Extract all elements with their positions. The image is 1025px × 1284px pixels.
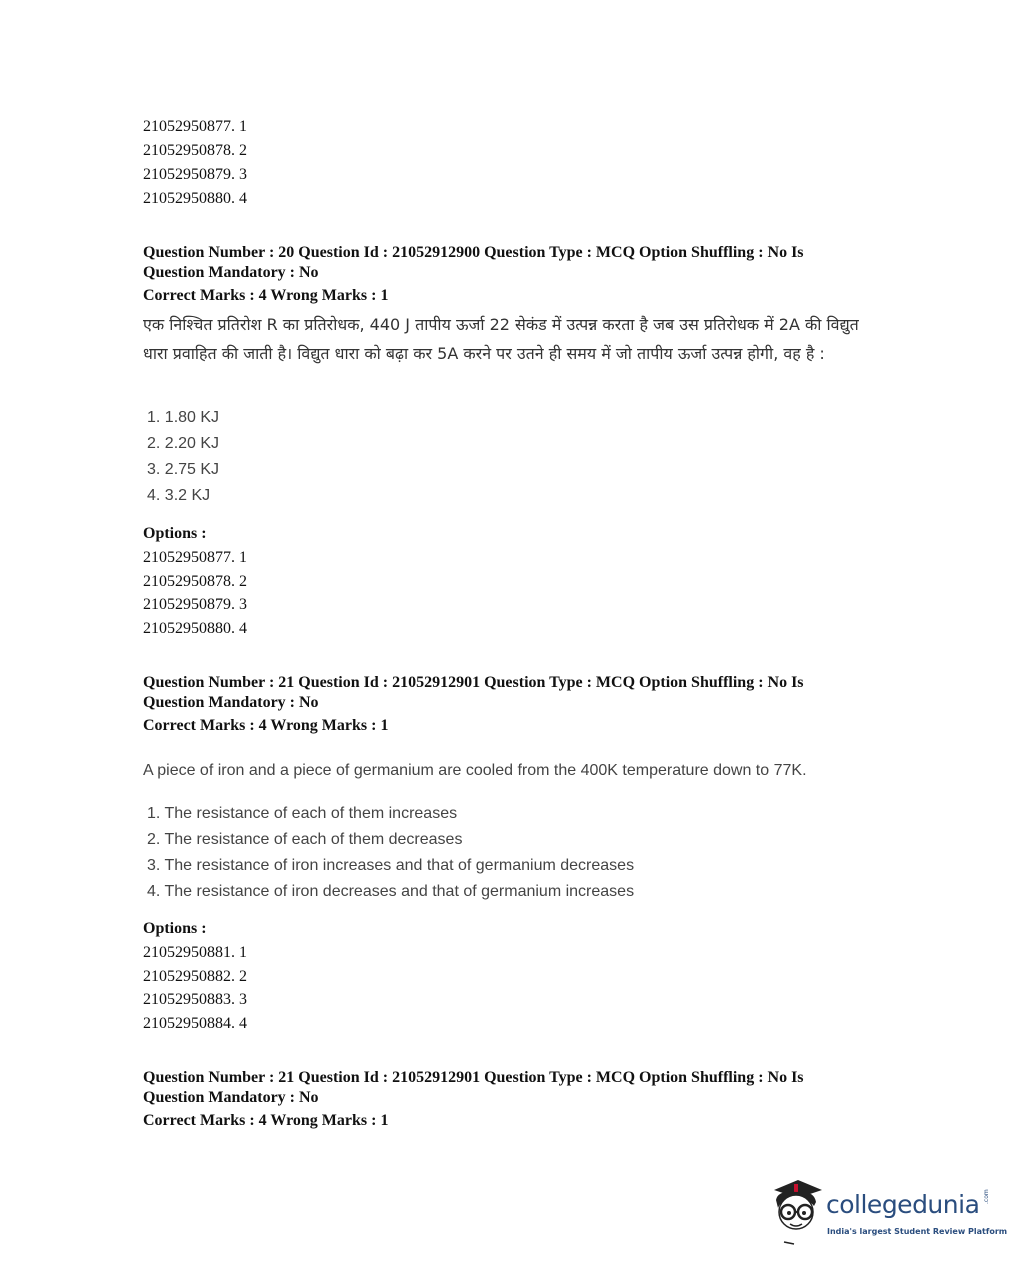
question-header: Question Number : 21 Question Id : 21052912901 Question Type : MCQ Option Shuffling : No Is [143, 674, 804, 691]
question-header-mandatory: Question Mandatory : No [143, 264, 319, 281]
question-header-mandatory: Question Mandatory : No [143, 694, 319, 711]
options-label: Options : [143, 920, 207, 937]
option-item: 21052950877. 1 [143, 549, 247, 566]
question-text: एक निश्चित प्रतिरोश R का प्रतिरोधक, 440 J तापीय ऊर्जा 22 सेकंड में उत्पन्न करता है जब उस प्रतिरोधक में 2A की विद्युत धारा प्रवाहित की जाती है। विद्युत धारा को बढ़ा कर 5A करने पर उतने ही समय में जो तापीय ऊर्जा उत्पन्न होगी, वह है : [143, 315, 859, 363]
question-header: Question Number : 21 Question Id : 21052912901 Question Type : MCQ Option Shuffling : No Is [143, 1069, 804, 1086]
option-item: 21052950883. 3 [143, 991, 247, 1008]
question-marks: Correct Marks : 4 Wrong Marks : 1 [143, 287, 389, 304]
answer-choice: 2. 2.20 KJ [147, 435, 220, 452]
mascot-icon [768, 1178, 824, 1246]
answer-choice: 1. The resistance of each of them increases [147, 805, 458, 822]
question-marks: Correct Marks : 4 Wrong Marks : 1 [143, 1112, 389, 1129]
option-item: 21052950880. 4 [143, 620, 247, 637]
question-text: A piece of iron and a piece of germanium are cooled from the 400K temperature down to 77K. [143, 762, 807, 779]
logo-tagline: India's largest Student Review Platform [827, 1227, 1008, 1236]
option-item: 21052950880. 4 [143, 190, 247, 207]
option-item: 21052950879. 3 [143, 166, 247, 183]
question-header: Question Number : 20 Question Id : 21052912900 Question Type : MCQ Option Shuffling : No Is [143, 244, 804, 261]
question-header-mandatory: Question Mandatory : No [143, 1089, 319, 1106]
option-item: 21052950879. 3 [143, 596, 247, 613]
answer-choice: 1. 1.80 KJ [147, 409, 220, 426]
option-item: 21052950881. 1 [143, 944, 247, 961]
answer-choice: 4. The resistance of iron decreases and that of germanium increases [147, 883, 635, 900]
answer-choice: 3. 2.75 KJ [147, 461, 220, 478]
logo-wordmark: collegedunia [826, 1190, 980, 1219]
option-item: 21052950878. 2 [143, 142, 247, 159]
option-item: 21052950884. 4 [143, 1015, 247, 1032]
option-item: 21052950877. 1 [143, 118, 247, 135]
option-item: 21052950878. 2 [143, 573, 247, 590]
option-item: 21052950882. 2 [143, 968, 247, 985]
options-label: Options : [143, 525, 207, 542]
question-marks: Correct Marks : 4 Wrong Marks : 1 [143, 717, 389, 734]
logo-suffix: .com [983, 1189, 990, 1204]
answer-choice: 4. 3.2 KJ [147, 487, 211, 504]
collegedunia-logo [768, 1178, 1008, 1248]
answer-choice: 2. The resistance of each of them decreases [147, 831, 463, 848]
answer-choice: 3. The resistance of iron increases and that of germanium decreases [147, 857, 635, 874]
